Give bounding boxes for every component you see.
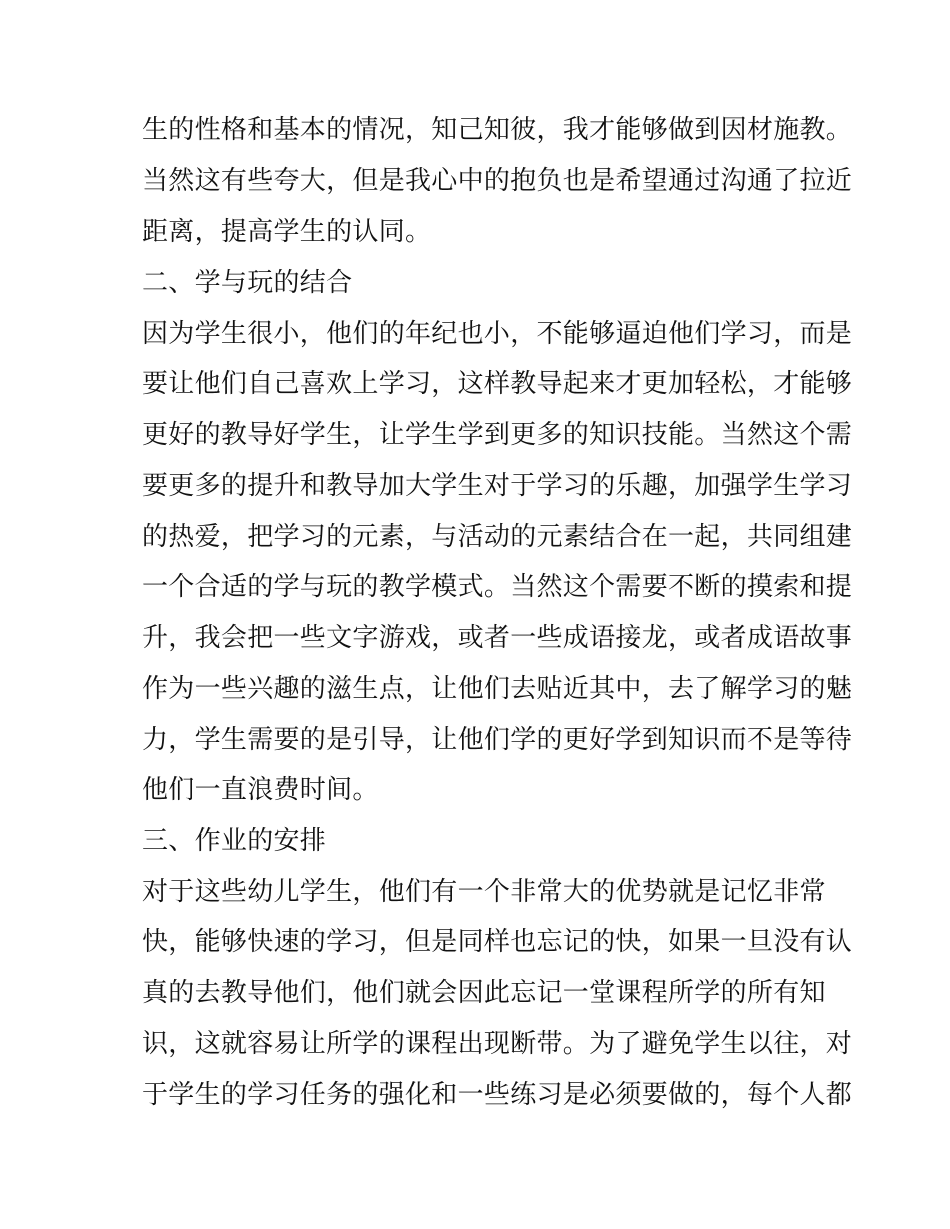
- text-line: 因为学生很小，他们的年纪也小，不能够逼迫他们学习，而是: [142, 319, 853, 349]
- text-line: 升，我会把一些文字游戏，或者一些成语接龙，或者成语故事: [142, 623, 853, 653]
- text-line: 真的去教导他们，他们就会因此忘记一堂课程所学的所有知: [142, 978, 826, 1008]
- text-line: 生的性格和基本的情况，知己知彼，我才能够做到因材施教。: [142, 115, 853, 145]
- text-line: 的热爱，把学习的元素，与活动的元素结合在一起，共同组建: [142, 522, 853, 552]
- text-line: 他们一直浪费时间。: [142, 775, 379, 805]
- text-line: 对于这些幼儿学生，他们有一个非常大的优势就是记忆非常: [142, 877, 826, 907]
- text-line: 距离，提高学生的认同。: [142, 217, 432, 247]
- text-line: 快，能够快速的学习，但是同样也忘记的快，如果一旦没有认: [142, 927, 853, 957]
- section-heading: 三、作业的安排: [142, 826, 327, 856]
- text-line: 识，这就容易让所学的课程出现断带。为了避免学生以往，对: [142, 1029, 853, 1059]
- text-line: 要更多的提升和教导加大学生对于学习的乐趣，加强学生学习: [142, 471, 853, 501]
- text-line: 作为一些兴趣的滋生点，让他们去贴近其中，去了解学习的魅: [142, 674, 853, 704]
- text-line: 要让他们自己喜欢上学习，这样教导起来才更加轻松，才能够: [142, 369, 853, 399]
- text-line: 力，学生需要的是引导，让他们学的更好学到知识而不是等待: [142, 725, 853, 755]
- text-line: 更好的教导好学生，让学生学到更多的知识技能。当然这个需: [142, 420, 853, 450]
- text-line: 一个合适的学与玩的教学模式。当然这个需要不断的摸索和提: [142, 572, 853, 602]
- text-line: 于学生的学习任务的强化和一些练习是必须要做的，每个人都: [142, 1080, 853, 1110]
- section-heading: 二、学与玩的结合: [142, 268, 353, 298]
- text-line: 当然这有些夸大，但是我心中的抱负也是希望通过沟通了拉近: [142, 166, 853, 196]
